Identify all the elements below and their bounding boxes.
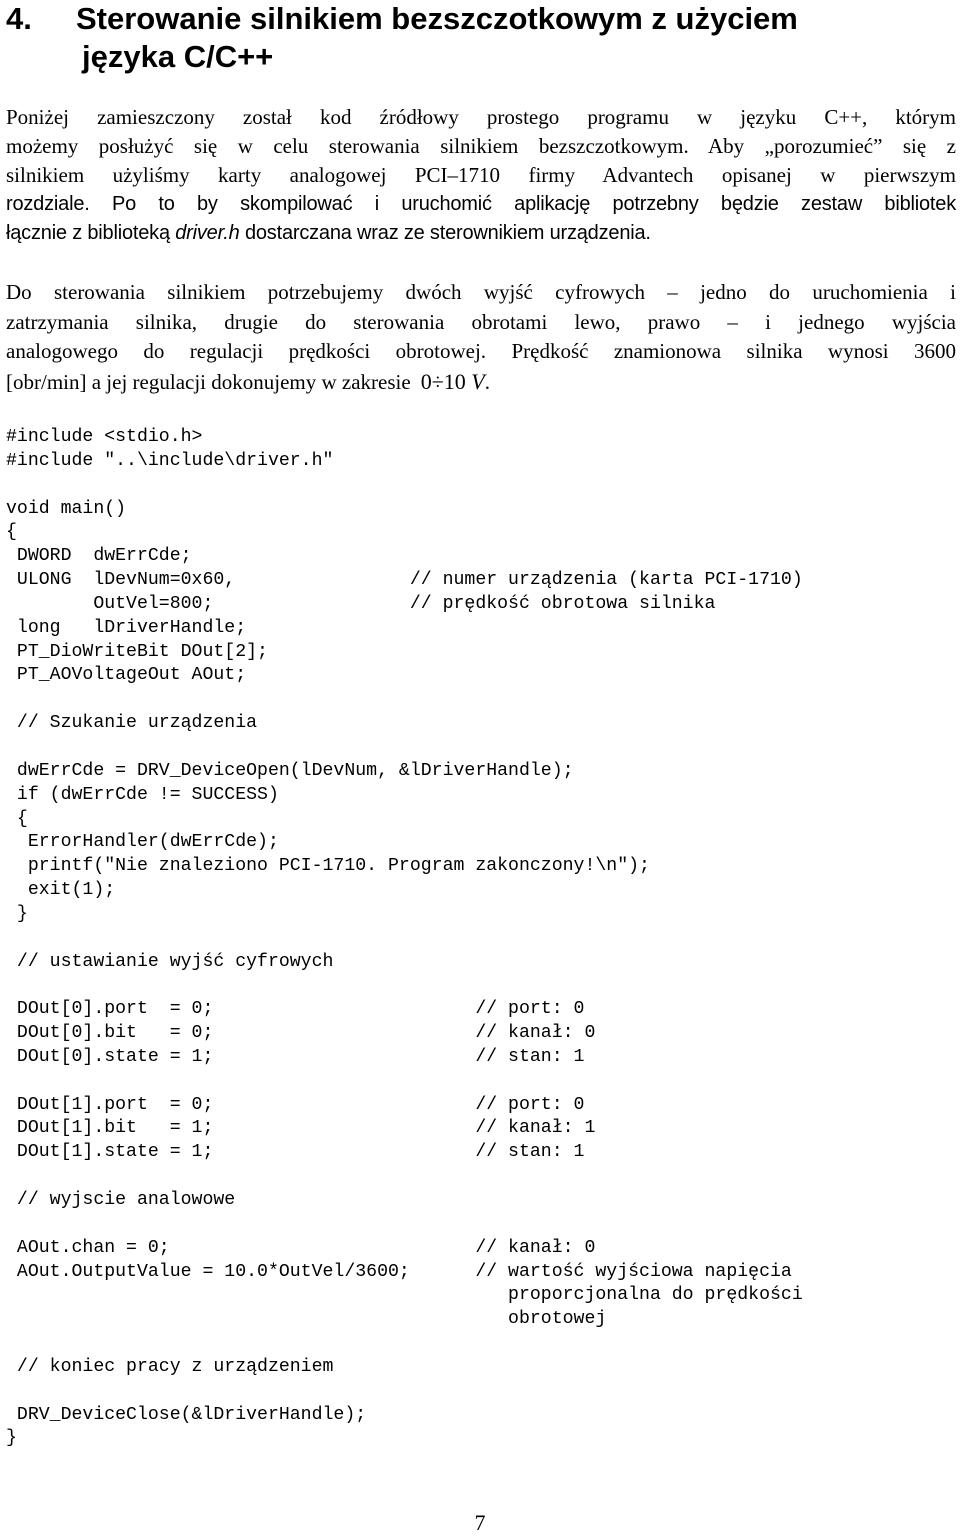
intro-paragraph (6, 103, 956, 248)
text-run: . (484, 369, 490, 394)
code-line: DWORD dwErrCde; (6, 546, 192, 567)
code-line: void main() (6, 498, 127, 519)
code-line: DOut[0].bit = 0; // kanał: 0 (6, 1023, 596, 1044)
section-title-line-1: Sterowanie silnikiem bezszczotkowym z użyciem (76, 1, 798, 36)
code-line: proporcjonalna do prędkości (6, 1285, 803, 1306)
code-line: DOut[1].port = 0; // port: 0 (6, 1094, 585, 1115)
paragraph-line: silnikiem użyliśmy karty analogowej PCI–1710 firmy Advantech opisanej w pierwszym (6, 163, 956, 187)
section-title-line-2: języka C/C++ (82, 39, 274, 74)
description-paragraph (6, 278, 956, 397)
code-line (6, 1380, 956, 1404)
paragraph-line: rozdziale. Po to by skompilować i uruchomić aplikację potrzebny będzie zestaw bibliotek (6, 193, 956, 215)
code-line (6, 927, 956, 951)
code-line: DOut[0].state = 1; // stan: 1 (6, 1046, 585, 1067)
code-line: DRV_DeviceClose(&lDriverHandle); (6, 1404, 367, 1425)
code-line: exit(1); (6, 880, 116, 901)
range-unit: V (471, 368, 485, 394)
code-line (6, 1332, 956, 1356)
code-line: ULONG lDevNum=0x60, // numer urządzenia (karta PCI-1710) (6, 570, 803, 591)
code-line (6, 688, 956, 712)
code-line: OutVel=800; // prędkość obrotowa silnika (6, 593, 716, 614)
code-line: { (6, 522, 17, 543)
code-line: AOut.chan = 0; // kanał: 0 (6, 1237, 596, 1258)
section-number: 4. (6, 1, 32, 36)
section-heading (6, 0, 946, 76)
code-line (6, 736, 956, 760)
code-line: // wyjscie analowowe (6, 1190, 236, 1210)
paragraph-line: Poniżej zamieszczony został kod źródłowy prostego programu w języku C++, którym (6, 105, 956, 129)
code-line: dwErrCde = DRV_DeviceOpen(lDevNum, &lDriverHandle); (6, 760, 574, 781)
code-line: PT_DioWriteBit DOut[2]; (6, 641, 268, 662)
code-line: DOut[1].bit = 1; // kanał: 1 (6, 1118, 596, 1139)
range-from: 0 (420, 368, 432, 394)
code-line: ErrorHandler(dwErrCde); (6, 832, 279, 853)
code-line (6, 1165, 956, 1189)
code-line: AOut.OutputValue = 10.0*OutVel/3600; // wartość wyjściowa napięcia (6, 1261, 792, 1282)
range-to: 10 (443, 368, 466, 394)
paragraph-line: analogowego do regulacji prędkości obrotowej. Prędkość znamionowa silnika wynosi 3600 (6, 339, 956, 363)
code-line: } (6, 1428, 17, 1449)
code-line (6, 474, 956, 498)
code-line: #include "..\include\driver.h" (6, 450, 334, 471)
code-line (6, 1070, 956, 1094)
text-run: [obr/min] a jej regulacji dokonujemy w zakresie (6, 369, 411, 394)
code-line (6, 974, 956, 998)
paragraph-line: możemy posłużyć się w celu sterowania silnikiem bezszczotkowym. Aby „porozumieć” się z (6, 134, 956, 158)
code-line: // ustawianie wyjść cyfrowych (6, 951, 334, 972)
code-line: obrotowej (6, 1309, 607, 1330)
code-listing (6, 426, 956, 1451)
code-line: { (6, 808, 28, 829)
voltage-range (421, 369, 485, 394)
text-run: dostarczana wraz ze sterownikiem urządzenia. (239, 222, 651, 244)
code-line: // koniec pracy z urządzeniem (6, 1356, 334, 1377)
text-run: łącznie z biblioteką (6, 222, 176, 244)
code-line: long lDriverHandle; (6, 617, 247, 638)
code-line (6, 1213, 956, 1237)
code-line: #include <stdio.h> (6, 427, 203, 447)
page-number: 7 (474, 1510, 486, 1535)
paragraph-line: zatrzymania silnika, drugie do sterowania obrotami lewo, prawo – i jednego wyjścia (6, 309, 956, 334)
paragraph-line: Do sterowania silnikiem potrzebujemy dwóch wyjść cyfrowych – jedno do uruchomienia i (6, 280, 956, 304)
code-line: PT_AOVoltageOut AOut; (6, 665, 247, 686)
code-line: // Szukanie urządzenia (6, 713, 258, 734)
code-line: DOut[0].port = 0; // port: 0 (6, 999, 585, 1020)
range-operator: ÷ (431, 368, 444, 394)
code-line: if (dwErrCde != SUCCESS) (6, 784, 279, 805)
code-line: DOut[1].state = 1; // stan: 1 (6, 1142, 585, 1163)
code-line: printf("Nie znaleziono PCI-1710. Program zakonczony!\n"); (6, 856, 650, 877)
paragraph-line (6, 219, 956, 248)
paragraph-line (6, 367, 956, 398)
library-name: driver.h (175, 222, 240, 244)
code-line: } (6, 903, 28, 924)
